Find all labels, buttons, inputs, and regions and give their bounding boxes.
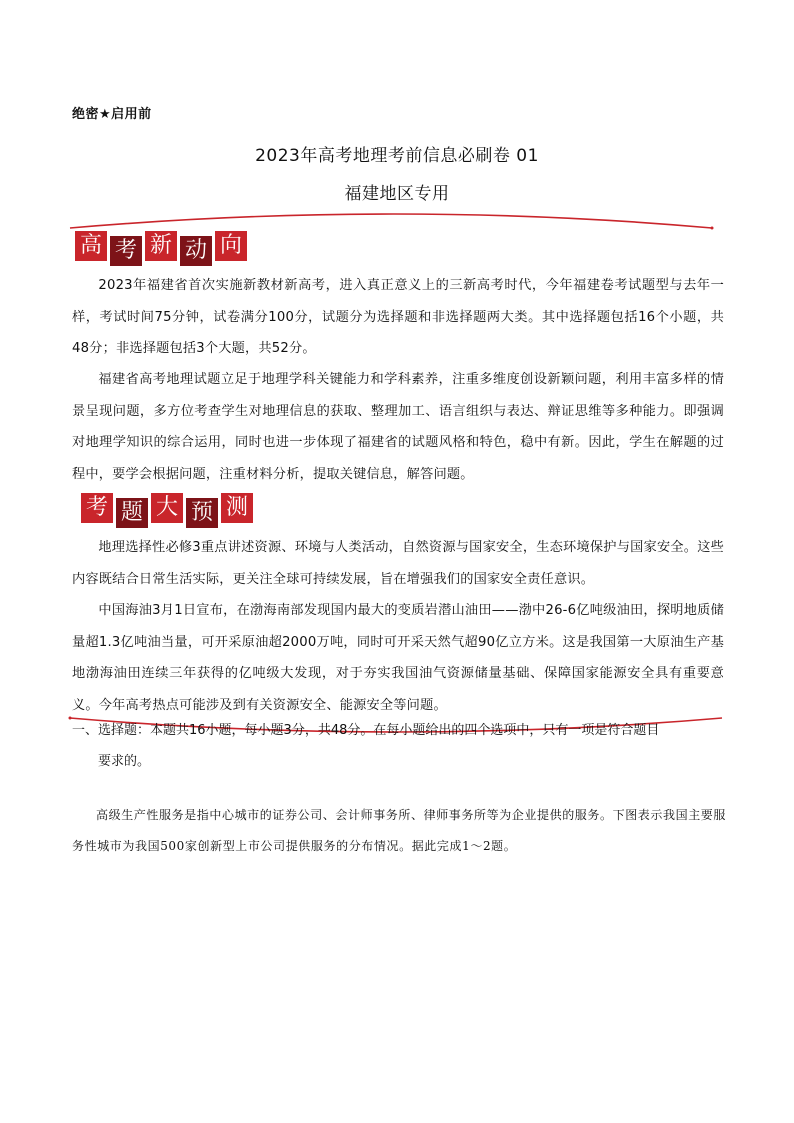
badge-char: 大 [150,492,184,524]
badge-char: 预 [185,497,219,529]
new-trend-paragraph-2: 福建省高考地理试题立足于地理学科关键能力和学科素养，注重多维度创设新颖问题，利用丰富多样的情景呈现问题，多方位考查学生对地理信息的获取、整理加工、语言组织与表达、辩证思维等多种能力。即强调对地理学知识的综合运用，同时也进一步体现了福建省的试题风格和特色，稳中有新。因此，学生在解题的过程中，要学会根据问题，注重材料分析，提取关键信息，解答问题。 [72,372,724,482]
badge-char: 考 [109,235,143,267]
prediction-paragraph-2: 中国海油3月1日宣布，在渤海南部发现国内最大的变质岩潜山油田——渤中26-6亿吨级油田，探明地质储量超1.3亿吨油当量，可开采原油超2000万吨，同时可开采天然气超90亿立方米。这是我国第一大原油生产基地渤海油田连续三年获得的亿吨级大发现，对于夯实我国油气资源储量基础、保障国家能源安全具有重要意义。今年高考热点可能涉及到有关资源安全、能源安全等问题。 [72,603,724,713]
prediction-paragraph-1: 地理选择性必修3重点讲述资源、环境与人类活动，自然资源与国家安全，生态环境保护与国家安全。这些内容既结合日常生活实际，更关注全球可持续发展，旨在增强我们的国家安全责任意识。 [72,540,724,587]
badge-char: 向 [214,230,248,262]
question-heading-line-1: 一、选择题：本题共16小题，每小题3分，共48分。在每小题给出的四个选项中，只有一项是符合题目 [72,723,660,738]
badge-char: 高 [74,230,108,262]
question-section-heading [72,715,732,777]
badge-char: 考 [80,492,114,524]
question-material: 高级生产性服务是指中心城市的证券公司、会计师事务所、律师事务所等为企业提供的服务。下图表示我国主要服务性城市为我国500家创新型上市公司提供服务的分布情况。据此完成1～2题。 [72,808,727,853]
secret-label: 绝密★启用前 [72,107,152,122]
page-title: 2023年高考地理考前信息必刷卷 01 [255,146,539,166]
top-arc-end-dot [711,227,714,230]
badge-new-trend [74,230,249,267]
new-trend-paragraph-1: 2023年福建省首次实施新教材新高考，进入真正意义上的三新高考时代，今年福建卷考试题型与去年一样，考试时间75分钟，试卷满分100分，试题分为选择题和非选择题两大类。其中选择题包括16个小题，共48分；非选择题包括3个大题，共52分。 [72,278,724,356]
page-subtitle: 福建地区专用 [344,184,450,204]
badge-char: 动 [179,235,213,267]
question-heading-line-2: 要求的。 [98,754,151,769]
badge-char: 测 [220,492,254,524]
badge-char: 题 [115,497,149,529]
badge-char: 新 [144,230,178,262]
badge-prediction [80,492,255,529]
top-arc [70,214,712,228]
